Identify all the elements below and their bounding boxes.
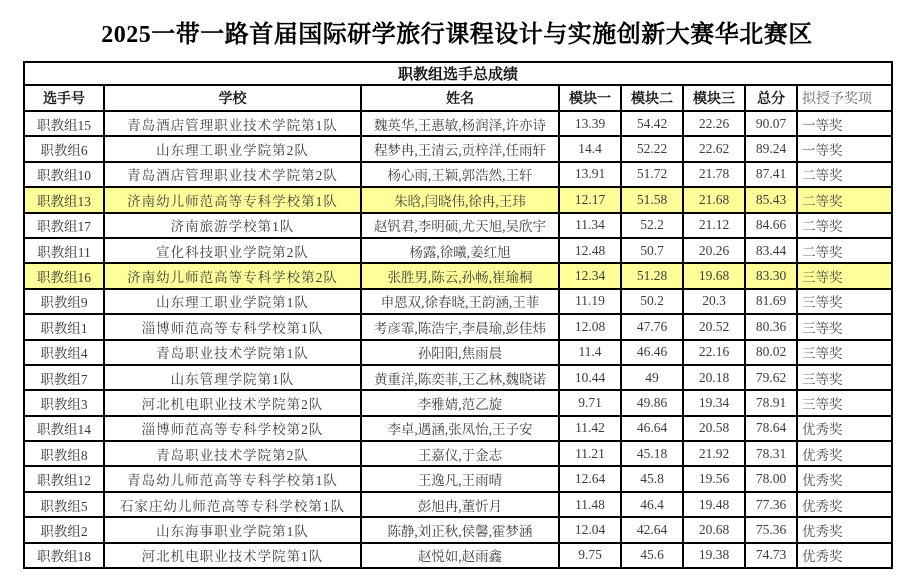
cell-total-score: 87.41 — [745, 162, 797, 187]
cell-module1-score: 12.17 — [559, 187, 621, 212]
cell-total-score: 79.62 — [745, 365, 797, 390]
table-row — [24, 390, 892, 415]
cell-module1-score: 12.34 — [559, 263, 621, 288]
cell-total-score: 77.36 — [745, 492, 797, 517]
table-body — [24, 111, 892, 568]
cell-module2-score: 50.2 — [621, 289, 683, 314]
col-header-m2: 模块二 — [621, 85, 683, 111]
cell-module3-score: 19.34 — [683, 390, 745, 415]
cell-names: 彭旭冉,董忻月 — [361, 492, 559, 517]
cell-school: 青岛职业技术学院第2队 — [104, 441, 361, 466]
table-row — [24, 111, 892, 136]
cell-module2-score: 51.72 — [621, 162, 683, 187]
cell-school: 河北机电职业技术学院第2队 — [104, 390, 361, 415]
cell-module1-score: 12.08 — [559, 314, 621, 339]
cell-names: 赵悦如,赵雨鑫 — [361, 543, 559, 568]
cell-module1-score: 12.64 — [559, 466, 621, 491]
table-row — [24, 543, 892, 568]
cell-module3-score: 20.3 — [683, 289, 745, 314]
cell-contestant-id: 职教组12 — [24, 466, 104, 491]
cell-module1-score: 11.42 — [559, 416, 621, 441]
table-row — [24, 213, 892, 238]
cell-module2-score: 46.64 — [621, 416, 683, 441]
cell-award: 二等奖 — [797, 187, 892, 212]
cell-module2-score: 49.86 — [621, 390, 683, 415]
cell-module3-score: 22.16 — [683, 340, 745, 365]
cell-award: 优秀奖 — [797, 492, 892, 517]
cell-total-score: 78.00 — [745, 466, 797, 491]
cell-module1-score: 13.91 — [559, 162, 621, 187]
cell-award: 优秀奖 — [797, 441, 892, 466]
cell-module1-score: 11.19 — [559, 289, 621, 314]
header-row — [24, 85, 892, 111]
cell-names: 陈静,刘正秋,侯馨,霍梦涵 — [361, 517, 559, 542]
table-caption-row — [24, 62, 892, 85]
table-row — [24, 238, 892, 263]
cell-names: 王嘉仪,于金志 — [361, 441, 559, 466]
cell-contestant-id: 职教组17 — [24, 213, 104, 238]
table-row — [24, 340, 892, 365]
cell-module2-score: 51.28 — [621, 263, 683, 288]
cell-module3-score: 20.52 — [683, 314, 745, 339]
cell-module3-score: 21.78 — [683, 162, 745, 187]
cell-total-score: 84.66 — [745, 213, 797, 238]
cell-contestant-id: 职教组2 — [24, 517, 104, 542]
page-title: 2025一带一路首届国际研学旅行课程设计与实施创新大赛华北赛区 — [101, 22, 813, 48]
col-header-names: 姓名 — [361, 85, 559, 111]
cell-award: 三等奖 — [797, 340, 892, 365]
cell-module2-score: 46.4 — [621, 492, 683, 517]
cell-school: 山东管理学院第1队 — [104, 365, 361, 390]
cell-module2-score: 47.76 — [621, 314, 683, 339]
cell-module3-score: 22.62 — [683, 136, 745, 161]
cell-contestant-id: 职教组16 — [24, 263, 104, 288]
cell-school: 淄博师范高等专科学校第1队 — [104, 314, 361, 339]
cell-school: 济南幼儿师范高等专科学校第1队 — [104, 187, 361, 212]
results-table — [23, 61, 893, 569]
cell-module3-score: 19.68 — [683, 263, 745, 288]
cell-total-score: 80.02 — [745, 340, 797, 365]
cell-module3-score: 20.58 — [683, 416, 745, 441]
cell-module2-score: 54.42 — [621, 111, 683, 136]
cell-module3-score: 21.92 — [683, 441, 745, 466]
cell-contestant-id: 职教组10 — [24, 162, 104, 187]
cell-total-score: 78.64 — [745, 416, 797, 441]
cell-module1-score: 9.71 — [559, 390, 621, 415]
cell-module1-score: 12.48 — [559, 238, 621, 263]
table-row — [24, 466, 892, 491]
cell-contestant-id: 职教组5 — [24, 492, 104, 517]
cell-school: 济南旅游学校第1队 — [104, 213, 361, 238]
cell-module2-score: 52.2 — [621, 213, 683, 238]
table-row — [24, 441, 892, 466]
cell-total-score: 85.43 — [745, 187, 797, 212]
cell-total-score: 89.24 — [745, 136, 797, 161]
cell-total-score: 74.73 — [745, 543, 797, 568]
table-row — [24, 314, 892, 339]
cell-award: 三等奖 — [797, 390, 892, 415]
cell-award: 三等奖 — [797, 314, 892, 339]
table-row — [24, 517, 892, 542]
cell-module1-score: 13.39 — [559, 111, 621, 136]
cell-total-score: 81.69 — [745, 289, 797, 314]
cell-school: 济南幼儿师范高等专科学校第2队 — [104, 263, 361, 288]
cell-award: 三等奖 — [797, 263, 892, 288]
cell-award: 二等奖 — [797, 213, 892, 238]
cell-module2-score: 46.46 — [621, 340, 683, 365]
cell-module1-score: 14.4 — [559, 136, 621, 161]
cell-module3-score: 19.48 — [683, 492, 745, 517]
cell-school: 河北机电职业技术学院第1队 — [104, 543, 361, 568]
cell-award: 三等奖 — [797, 289, 892, 314]
cell-names: 张胜男,陈云,孙畅,崔瑜桐 — [361, 263, 559, 288]
table-row — [24, 187, 892, 212]
cell-school: 宣化科技职业学院第2队 — [104, 238, 361, 263]
cell-contestant-id: 职教组9 — [24, 289, 104, 314]
cell-award: 一等奖 — [797, 111, 892, 136]
cell-names: 王逸凡,王雨晴 — [361, 466, 559, 491]
col-header-m3: 模块三 — [683, 85, 745, 111]
cell-module1-score: 11.21 — [559, 441, 621, 466]
table-caption: 职教组选手总成绩 — [24, 62, 892, 85]
cell-award: 一等奖 — [797, 136, 892, 161]
cell-school: 青岛幼儿师范高等专科学校第1队 — [104, 466, 361, 491]
cell-award: 优秀奖 — [797, 517, 892, 542]
cell-module1-score: 12.04 — [559, 517, 621, 542]
cell-total-score: 78.91 — [745, 390, 797, 415]
col-header-total: 总分 — [745, 85, 797, 111]
cell-contestant-id: 职教组3 — [24, 390, 104, 415]
cell-school: 山东理工职业学院第2队 — [104, 136, 361, 161]
cell-contestant-id: 职教组1 — [24, 314, 104, 339]
cell-contestant-id: 职教组13 — [24, 187, 104, 212]
cell-award: 二等奖 — [797, 162, 892, 187]
cell-module2-score: 49 — [621, 365, 683, 390]
cell-module1-score: 10.44 — [559, 365, 621, 390]
col-header-m1: 模块一 — [559, 85, 621, 111]
cell-school: 淄博师范高等专科学校第2队 — [104, 416, 361, 441]
cell-module3-score: 19.38 — [683, 543, 745, 568]
cell-total-score: 83.44 — [745, 238, 797, 263]
cell-module2-score: 45.6 — [621, 543, 683, 568]
cell-award: 三等奖 — [797, 365, 892, 390]
cell-module2-score: 42.64 — [621, 517, 683, 542]
cell-module3-score: 22.26 — [683, 111, 745, 136]
cell-award: 优秀奖 — [797, 416, 892, 441]
cell-contestant-id: 职教组8 — [24, 441, 104, 466]
cell-module3-score: 20.26 — [683, 238, 745, 263]
cell-names: 杨心雨,王颖,郭浩然,王轩 — [361, 162, 559, 187]
cell-total-score: 78.31 — [745, 441, 797, 466]
cell-total-score: 80.36 — [745, 314, 797, 339]
cell-module2-score: 51.58 — [621, 187, 683, 212]
cell-total-score: 75.36 — [745, 517, 797, 542]
cell-module2-score: 50.7 — [621, 238, 683, 263]
cell-school: 石家庄幼儿师范高等专科学校第1队 — [104, 492, 361, 517]
table-row — [24, 365, 892, 390]
cell-module2-score: 52.22 — [621, 136, 683, 161]
cell-names: 申恩双,徐春晓,王韵涵,王菲 — [361, 289, 559, 314]
cell-school: 山东理工职业学院第1队 — [104, 289, 361, 314]
cell-school: 青岛酒店管理职业技术学院第1队 — [104, 111, 361, 136]
cell-module1-score: 11.4 — [559, 340, 621, 365]
cell-names: 杨露,徐曦,姜红旭 — [361, 238, 559, 263]
cell-module2-score: 45.8 — [621, 466, 683, 491]
col-header-school: 学校 — [104, 85, 361, 111]
cell-award: 优秀奖 — [797, 543, 892, 568]
cell-names: 黄重洋,陈奕菲,王乙林,魏晓诺 — [361, 365, 559, 390]
col-header-award: 拟授予奖项 — [797, 85, 892, 111]
cell-contestant-id: 职教组4 — [24, 340, 104, 365]
table-row — [24, 416, 892, 441]
cell-school: 青岛职业技术学院第1队 — [104, 340, 361, 365]
cell-contestant-id: 职教组6 — [24, 136, 104, 161]
cell-contestant-id: 职教组11 — [24, 238, 104, 263]
cell-total-score: 90.07 — [745, 111, 797, 136]
cell-names: 李雅婧,范乙旋 — [361, 390, 559, 415]
cell-module1-score: 9.75 — [559, 543, 621, 568]
cell-names: 魏英华,王惠敏,杨润泽,许亦诗 — [361, 111, 559, 136]
col-header-id: 选手号 — [24, 85, 104, 111]
cell-contestant-id: 职教组15 — [24, 111, 104, 136]
table-row — [24, 263, 892, 288]
cell-contestant-id: 职教组7 — [24, 365, 104, 390]
cell-school: 青岛酒店管理职业技术学院第2队 — [104, 162, 361, 187]
table-row — [24, 289, 892, 314]
table-row — [24, 162, 892, 187]
table-row — [24, 492, 892, 517]
cell-names: 孙阳阳,焦雨晨 — [361, 340, 559, 365]
cell-module1-score: 11.48 — [559, 492, 621, 517]
cell-award: 二等奖 — [797, 238, 892, 263]
cell-module3-score: 21.68 — [683, 187, 745, 212]
cell-module3-score: 21.12 — [683, 213, 745, 238]
cell-award: 优秀奖 — [797, 466, 892, 491]
cell-names: 赵钒君,李明硕,尤天旭,吴欣宇 — [361, 213, 559, 238]
cell-module3-score: 20.68 — [683, 517, 745, 542]
cell-module3-score: 20.18 — [683, 365, 745, 390]
cell-total-score: 83.30 — [745, 263, 797, 288]
cell-school: 山东海事职业学院第1队 — [104, 517, 361, 542]
cell-names: 朱晗,闫晓伟,徐冉,王玮 — [361, 187, 559, 212]
cell-contestant-id: 职教组14 — [24, 416, 104, 441]
cell-names: 程梦冉,王清云,贡梓洋,任雨轩 — [361, 136, 559, 161]
cell-module1-score: 11.34 — [559, 213, 621, 238]
cell-module3-score: 19.56 — [683, 466, 745, 491]
cell-names: 考彦霏,陈浩宇,李晨瑜,彭佳炜 — [361, 314, 559, 339]
table-row — [24, 136, 892, 161]
cell-names: 李卓,遇涵,张凤怡,王子安 — [361, 416, 559, 441]
cell-contestant-id: 职教组18 — [24, 543, 104, 568]
cell-module2-score: 45.18 — [621, 441, 683, 466]
